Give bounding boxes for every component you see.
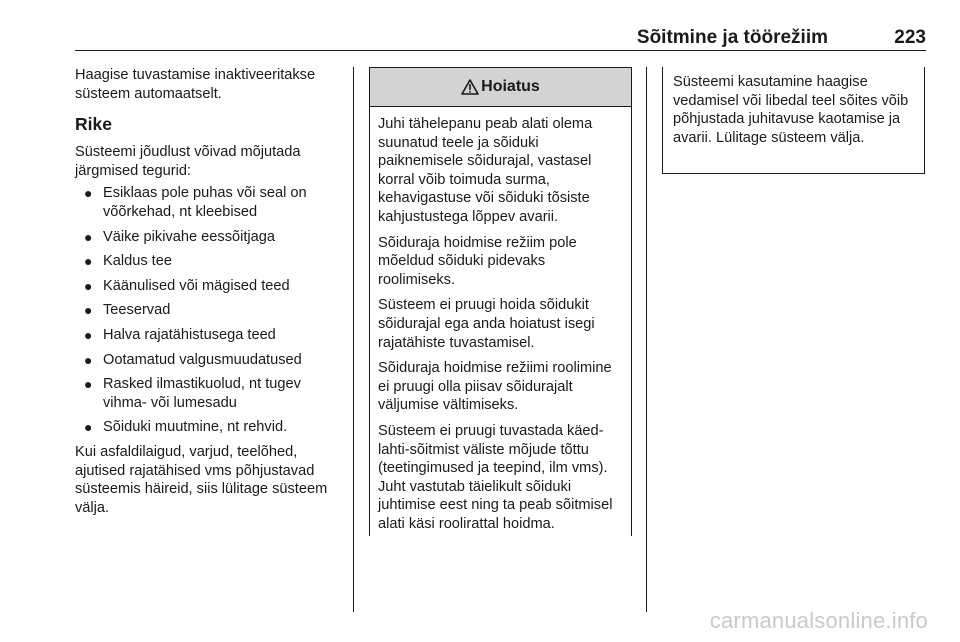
outro-paragraph: Kui asfaldilaigud, varjud, teelõhed, ajutised rajatähised vms põhjustavad süsteemis häireid, siis lülitage süsteem välja. — [75, 443, 328, 516]
bullet-icon: ● — [84, 419, 93, 436]
bullet-icon: ● — [84, 253, 93, 270]
bullet-icon: ● — [84, 185, 93, 202]
warning-body — [370, 107, 631, 533]
warning-title: Hoiatus — [481, 77, 540, 95]
list-item-text: Väike pikivahe eessõitjaga — [103, 228, 275, 245]
warning-header — [370, 68, 631, 107]
watermark-text: carmanualsonline.info — [709, 608, 928, 633]
list-item — [75, 228, 343, 247]
bullet-icon: ● — [84, 277, 93, 294]
list-item-text: Rasked ilmastikuolud, nt tugev vihma- või lumesadu — [103, 376, 301, 411]
bullet-icon: ● — [84, 326, 93, 343]
page-header — [75, 24, 926, 51]
list-item — [75, 301, 343, 320]
list-item-text: Ootamatud valgusmuudatused — [103, 351, 302, 368]
list-item — [75, 277, 343, 296]
list-item — [75, 351, 343, 370]
list-item — [75, 252, 343, 271]
page-number: 223 — [894, 27, 926, 48]
column-divider-2 — [646, 67, 647, 612]
list-item-text: Käänulised või mägised teed — [103, 277, 290, 294]
warning-paragraph: Juhi tähelepanu peab alati olema suunatud teele ja sõiduki paiknemisele sõidurajal, vastasel korral võib toimuda surma, kehavigastuse või sõiduki tõsiste kahjustustega lõppev avarii. — [378, 116, 593, 225]
list-item-text: Halva rajatähistusega teed — [103, 326, 276, 343]
list-item-text: Kaldus tee — [103, 253, 172, 270]
factor-list — [75, 184, 343, 437]
list-item — [75, 375, 343, 412]
list-item-text: Sõiduki muutmine, nt rehvid. — [103, 419, 288, 436]
warning-paragraph: Süsteem ei pruugi tuvastada käed-lahti-sõitmist väliste mõjude tõttu (teetingimused ja teepind, ilm vms). Juht vastutab täielikult sõiduki juhtimise eest ning ta peab sõitmisel alati käsi roolirattal hoidma. — [378, 422, 613, 532]
lead-paragraph: Süsteemi jõudlust võivad mõjutada järgmised tegurid: — [75, 144, 301, 179]
warning-box — [369, 67, 632, 536]
bullet-icon: ● — [84, 376, 93, 393]
list-item — [75, 184, 343, 221]
warning-triangle-icon — [461, 79, 479, 95]
list-item-text: Teeservad — [103, 302, 171, 319]
note-box — [662, 67, 925, 174]
warning-paragraph: Sõiduraja hoidmise režiim pole mõeldud sõiduki pidevaks roolimiseks. — [378, 234, 577, 288]
warning-paragraph: Süsteem ei pruugi hoida sõidukit sõidurajal ega anda hoiatust isegi rajatähiste tuvastamisel. — [378, 297, 595, 351]
list-item-text: Esiklaas pole puhas või seal on võõrkehad, nt kleebised — [103, 185, 307, 220]
list-item — [75, 418, 343, 437]
bullet-icon: ● — [84, 351, 93, 368]
list-item — [75, 326, 343, 345]
bullet-icon: ● — [84, 228, 93, 245]
section-heading: Rike — [75, 114, 112, 135]
chapter-title: Sõitmine ja töörežiim — [636, 27, 828, 48]
bullet-icon: ● — [84, 302, 93, 319]
note-text: Süsteemi kasutamine haagise vedamisel või libedal teel sõites võib põhjustada juhitavuse kaotamise ja avarii. Lülitage süsteem välja. — [673, 74, 909, 146]
intro-paragraph: Haagise tuvastamise inaktiveeritakse süsteem automaatselt. — [75, 67, 316, 102]
warning-paragraph: Sõiduraja hoidmise režiimi roolimine ei pruugi olla piisav sõidurajalt väljumise vältimiseks. — [378, 360, 612, 414]
column-divider-1 — [353, 67, 354, 612]
column-left — [75, 66, 343, 517]
